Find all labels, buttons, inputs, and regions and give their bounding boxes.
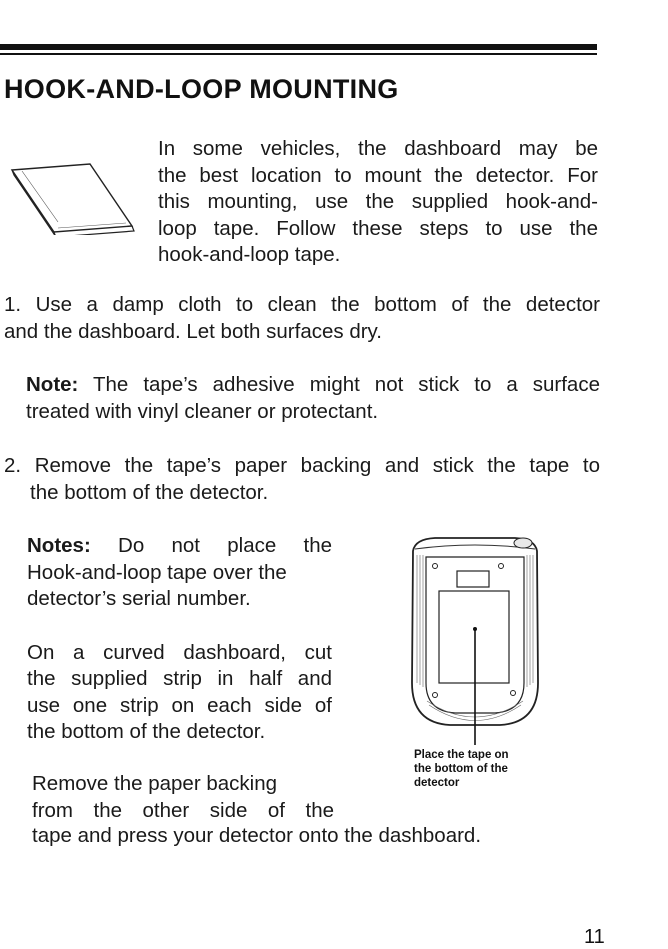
note-text: The tape’s adhesive might not stick to a surface (78, 373, 600, 396)
notes-block (27, 533, 332, 746)
page-number: 11 (584, 926, 605, 948)
notes-line: detector’s serial number. (27, 587, 251, 610)
note-adhesive (26, 372, 600, 425)
notes-label: Notes: (27, 534, 91, 557)
intro-line: In some vehicles, the dashboard may be (158, 137, 598, 160)
tape-strip-icon (8, 160, 138, 235)
step-1-line: and the dashboard. Let both surfaces dry. (4, 319, 382, 343)
notes-line: the supplied strip in half and (27, 667, 332, 690)
step-1-line: 1. Use a damp cloth to clean the bottom of the detector (4, 293, 600, 316)
remove-line: from the other side of the (32, 798, 334, 822)
note-line (26, 372, 600, 399)
caption-line: the bottom of the (414, 763, 508, 775)
notes-line: Hook-and-loop tape over the (27, 560, 287, 584)
notes-line (27, 533, 332, 560)
notes-line: use one strip on each side of (27, 693, 332, 717)
intro-line: the best location to mount the detector. For (158, 163, 598, 187)
intro-line: this mounting, use the supplied hook-and- (158, 190, 598, 213)
intro-paragraph (158, 136, 598, 269)
intro-line: hook-and-loop tape. (158, 243, 341, 266)
step-1 (4, 292, 600, 345)
notes-line: the bottom of the detector. (27, 720, 266, 743)
top-rule-thick (0, 44, 597, 50)
step-2 (4, 453, 600, 506)
step-2-line-text: the bottom of the detector. (30, 480, 269, 504)
note-label: Note: (26, 373, 79, 396)
remove-line-tail: tape and press your detector onto the dashboard. (32, 824, 482, 847)
caption-line: detector (414, 777, 460, 789)
intro-line: loop tape. Follow these steps to use the (158, 216, 598, 240)
note-line: treated with vinyl cleaner or protectant. (26, 399, 379, 423)
detector-bottom-illustration (405, 533, 545, 745)
notes-text: Do not place the (90, 534, 332, 557)
step-2-line: 2. Remove the tape’s paper backing and stick the tape to (4, 454, 600, 477)
step-2-line (4, 480, 600, 507)
figure-caption (414, 748, 554, 790)
caption-line: Place the tape on (414, 749, 509, 761)
page-title: HOOK-AND-LOOP MOUNTING (4, 74, 399, 104)
notes-line: On a curved dashboard, cut (27, 640, 332, 664)
remove-backing-paragraph (32, 771, 334, 824)
top-rule-thin (0, 53, 597, 55)
remove-line: Remove the paper backing (32, 772, 278, 795)
